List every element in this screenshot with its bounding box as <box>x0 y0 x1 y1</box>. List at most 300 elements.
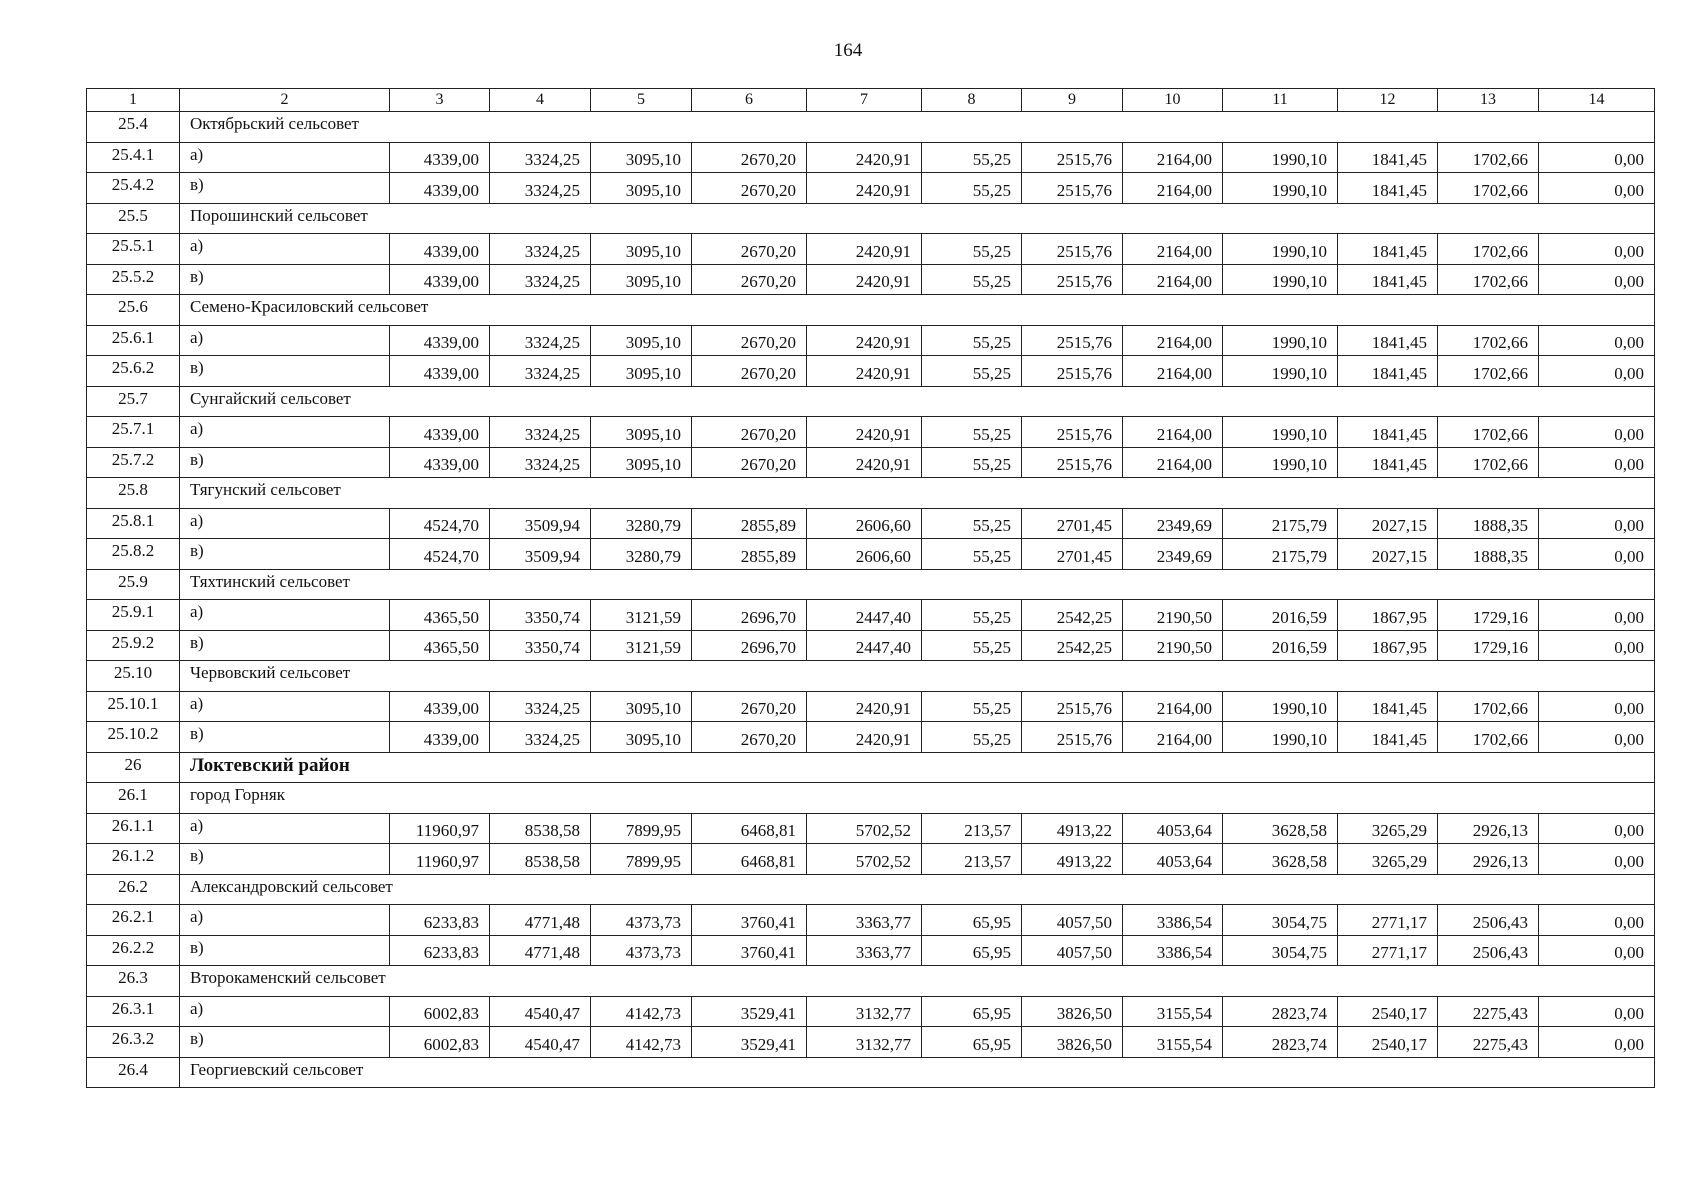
row-code: 26.3.2 <box>87 1027 180 1058</box>
value-cell: 0,00 <box>1539 722 1655 753</box>
row-code: 26.3.1 <box>87 996 180 1027</box>
value-cell: 3509,94 <box>490 508 591 539</box>
row-label: а) <box>180 813 390 844</box>
value-cell: 4339,00 <box>390 234 490 265</box>
row-code: 25.9.2 <box>87 630 180 661</box>
table-row <box>87 935 1655 966</box>
value-cell: 55,25 <box>922 447 1022 478</box>
section-title: Сунгайский сельсовет <box>180 386 1655 417</box>
value-cell: 4339,00 <box>390 447 490 478</box>
value-cell: 4524,70 <box>390 508 490 539</box>
value-cell: 3386,54 <box>1123 935 1223 966</box>
value-cell: 4771,48 <box>490 905 591 936</box>
column-header: 14 <box>1539 89 1655 112</box>
value-cell: 2771,17 <box>1338 935 1438 966</box>
value-cell: 3095,10 <box>591 722 692 753</box>
row-label: а) <box>180 691 390 722</box>
value-cell: 0,00 <box>1539 173 1655 204</box>
value-cell: 1729,16 <box>1438 630 1539 661</box>
value-cell: 2670,20 <box>692 417 807 448</box>
row-code: 25.8 <box>87 478 180 509</box>
value-cell: 1867,95 <box>1338 630 1438 661</box>
value-cell: 3826,50 <box>1022 996 1123 1027</box>
value-cell: 213,57 <box>922 813 1022 844</box>
table-row <box>87 722 1655 753</box>
row-code: 25.10 <box>87 661 180 692</box>
value-cell: 3121,59 <box>591 630 692 661</box>
value-cell: 2016,59 <box>1223 630 1338 661</box>
value-cell: 2190,50 <box>1123 600 1223 631</box>
value-cell: 6233,83 <box>390 905 490 936</box>
value-cell: 2420,91 <box>807 722 922 753</box>
section-title: Тяхтинский сельсовет <box>180 569 1655 600</box>
value-cell: 3155,54 <box>1123 996 1223 1027</box>
value-cell: 3054,75 <box>1223 905 1338 936</box>
value-cell: 0,00 <box>1539 539 1655 570</box>
value-cell: 0,00 <box>1539 844 1655 875</box>
value-cell: 2926,13 <box>1438 844 1539 875</box>
table-row <box>87 905 1655 936</box>
value-cell: 2696,70 <box>692 630 807 661</box>
value-cell: 3095,10 <box>591 142 692 173</box>
row-label: в) <box>180 264 390 295</box>
table-row <box>87 691 1655 722</box>
row-code: 25.6.1 <box>87 325 180 356</box>
value-cell: 2016,59 <box>1223 600 1338 631</box>
value-cell: 55,25 <box>922 539 1022 570</box>
row-code: 25.9 <box>87 569 180 600</box>
value-cell: 0,00 <box>1539 630 1655 661</box>
table-row <box>87 142 1655 173</box>
section-row <box>87 203 1655 234</box>
row-code: 25.4 <box>87 112 180 143</box>
value-cell: 6468,81 <box>692 844 807 875</box>
table-row <box>87 813 1655 844</box>
table-row <box>87 173 1655 204</box>
value-cell: 3324,25 <box>490 173 591 204</box>
row-label: в) <box>180 173 390 204</box>
value-cell: 55,25 <box>922 630 1022 661</box>
row-label: а) <box>180 508 390 539</box>
row-code: 26.1 <box>87 783 180 814</box>
value-cell: 3324,25 <box>490 234 591 265</box>
row-label: а) <box>180 600 390 631</box>
value-cell: 1990,10 <box>1223 325 1338 356</box>
value-cell: 55,25 <box>922 325 1022 356</box>
value-cell: 4365,50 <box>390 630 490 661</box>
row-label: в) <box>180 447 390 478</box>
value-cell: 2670,20 <box>692 356 807 387</box>
value-cell: 3628,58 <box>1223 813 1338 844</box>
value-cell: 1841,45 <box>1338 264 1438 295</box>
value-cell: 2670,20 <box>692 264 807 295</box>
value-cell: 3324,25 <box>490 447 591 478</box>
value-cell: 0,00 <box>1539 356 1655 387</box>
value-cell: 11960,97 <box>390 813 490 844</box>
value-cell: 3324,25 <box>490 325 591 356</box>
value-cell: 55,25 <box>922 722 1022 753</box>
value-cell: 1990,10 <box>1223 142 1338 173</box>
row-label: а) <box>180 417 390 448</box>
section-row <box>87 112 1655 143</box>
value-cell: 2515,76 <box>1022 173 1123 204</box>
value-cell: 1841,45 <box>1338 447 1438 478</box>
header-row <box>87 89 1655 112</box>
value-cell: 3095,10 <box>591 264 692 295</box>
value-cell: 1990,10 <box>1223 417 1338 448</box>
table-row <box>87 264 1655 295</box>
value-cell: 55,25 <box>922 691 1022 722</box>
value-cell: 1702,66 <box>1438 234 1539 265</box>
value-cell: 0,00 <box>1539 813 1655 844</box>
value-cell: 5702,52 <box>807 844 922 875</box>
value-cell: 3509,94 <box>490 539 591 570</box>
row-code: 26.4 <box>87 1057 180 1088</box>
value-cell: 3095,10 <box>591 325 692 356</box>
value-cell: 3324,25 <box>490 142 591 173</box>
value-cell: 2606,60 <box>807 508 922 539</box>
row-code: 25.8.2 <box>87 539 180 570</box>
value-cell: 3324,25 <box>490 417 591 448</box>
row-code: 26 <box>87 752 180 783</box>
value-cell: 55,25 <box>922 173 1022 204</box>
value-cell: 4373,73 <box>591 905 692 936</box>
row-code: 25.5 <box>87 203 180 234</box>
value-cell: 4913,22 <box>1022 813 1123 844</box>
value-cell: 4339,00 <box>390 142 490 173</box>
value-cell: 4339,00 <box>390 691 490 722</box>
value-cell: 1702,66 <box>1438 447 1539 478</box>
table-row <box>87 630 1655 661</box>
value-cell: 0,00 <box>1539 264 1655 295</box>
row-label: в) <box>180 722 390 753</box>
value-cell: 55,25 <box>922 356 1022 387</box>
value-cell: 7899,95 <box>591 813 692 844</box>
section-title: Червовский сельсовет <box>180 661 1655 692</box>
row-label: в) <box>180 630 390 661</box>
value-cell: 2542,25 <box>1022 630 1123 661</box>
table-row <box>87 1027 1655 1058</box>
section-title: Георгиевский сельсовет <box>180 1057 1655 1088</box>
value-cell: 4771,48 <box>490 935 591 966</box>
row-code: 25.10.2 <box>87 722 180 753</box>
value-cell: 2420,91 <box>807 142 922 173</box>
value-cell: 2164,00 <box>1123 691 1223 722</box>
column-header: 2 <box>180 89 390 112</box>
value-cell: 4540,47 <box>490 1027 591 1058</box>
section-row <box>87 966 1655 997</box>
value-cell: 3265,29 <box>1338 844 1438 875</box>
value-cell: 1990,10 <box>1223 264 1338 295</box>
section-title: Александровский сельсовет <box>180 874 1655 905</box>
value-cell: 1841,45 <box>1338 173 1438 204</box>
value-cell: 4373,73 <box>591 935 692 966</box>
value-cell: 2540,17 <box>1338 1027 1438 1058</box>
value-cell: 0,00 <box>1539 691 1655 722</box>
value-cell: 3324,25 <box>490 356 591 387</box>
value-cell: 4053,64 <box>1123 813 1223 844</box>
value-cell: 3095,10 <box>591 173 692 204</box>
value-cell: 6233,83 <box>390 935 490 966</box>
section-row <box>87 478 1655 509</box>
table-row <box>87 539 1655 570</box>
value-cell: 1888,35 <box>1438 508 1539 539</box>
table-row <box>87 508 1655 539</box>
value-cell: 4142,73 <box>591 1027 692 1058</box>
value-cell: 3095,10 <box>591 356 692 387</box>
column-header: 8 <box>922 89 1022 112</box>
value-cell: 1702,66 <box>1438 142 1539 173</box>
column-header: 3 <box>390 89 490 112</box>
value-cell: 2420,91 <box>807 447 922 478</box>
value-cell: 3386,54 <box>1123 905 1223 936</box>
value-cell: 2164,00 <box>1123 173 1223 204</box>
value-cell: 3760,41 <box>692 905 807 936</box>
value-cell: 4339,00 <box>390 356 490 387</box>
value-cell: 2515,76 <box>1022 691 1123 722</box>
value-cell: 3324,25 <box>490 722 591 753</box>
value-cell: 55,25 <box>922 417 1022 448</box>
value-cell: 1990,10 <box>1223 447 1338 478</box>
value-cell: 2701,45 <box>1022 508 1123 539</box>
value-cell: 3350,74 <box>490 630 591 661</box>
value-cell: 2606,60 <box>807 539 922 570</box>
tariff-table <box>86 88 1655 1088</box>
value-cell: 2027,15 <box>1338 539 1438 570</box>
value-cell: 4053,64 <box>1123 844 1223 875</box>
section-title: Октябрьский сельсовет <box>180 112 1655 143</box>
value-cell: 1990,10 <box>1223 173 1338 204</box>
value-cell: 2823,74 <box>1223 996 1338 1027</box>
column-header: 9 <box>1022 89 1123 112</box>
table-row <box>87 600 1655 631</box>
value-cell: 2420,91 <box>807 264 922 295</box>
value-cell: 65,95 <box>922 905 1022 936</box>
value-cell: 55,25 <box>922 264 1022 295</box>
row-label: а) <box>180 996 390 1027</box>
value-cell: 2506,43 <box>1438 935 1539 966</box>
column-header: 12 <box>1338 89 1438 112</box>
column-header: 11 <box>1223 89 1338 112</box>
value-cell: 2420,91 <box>807 234 922 265</box>
section-row <box>87 661 1655 692</box>
row-label: в) <box>180 1027 390 1058</box>
value-cell: 4339,00 <box>390 173 490 204</box>
section-row <box>87 752 1655 783</box>
value-cell: 3826,50 <box>1022 1027 1123 1058</box>
value-cell: 1702,66 <box>1438 691 1539 722</box>
value-cell: 1702,66 <box>1438 325 1539 356</box>
value-cell: 2701,45 <box>1022 539 1123 570</box>
value-cell: 3054,75 <box>1223 935 1338 966</box>
value-cell: 2506,43 <box>1438 905 1539 936</box>
value-cell: 2670,20 <box>692 447 807 478</box>
section-title: Локтевский район <box>180 752 1655 783</box>
value-cell: 6002,83 <box>390 1027 490 1058</box>
value-cell: 0,00 <box>1539 935 1655 966</box>
value-cell: 2164,00 <box>1123 447 1223 478</box>
column-header: 7 <box>807 89 922 112</box>
row-code: 25.9.1 <box>87 600 180 631</box>
value-cell: 3363,77 <box>807 935 922 966</box>
value-cell: 2855,89 <box>692 539 807 570</box>
value-cell: 4540,47 <box>490 996 591 1027</box>
value-cell: 2164,00 <box>1123 417 1223 448</box>
value-cell: 213,57 <box>922 844 1022 875</box>
value-cell: 3095,10 <box>591 691 692 722</box>
value-cell: 1702,66 <box>1438 356 1539 387</box>
value-cell: 2175,79 <box>1223 539 1338 570</box>
value-cell: 4339,00 <box>390 325 490 356</box>
row-code: 25.7 <box>87 386 180 417</box>
value-cell: 2515,76 <box>1022 234 1123 265</box>
row-label: в) <box>180 844 390 875</box>
section-title: Порошинский сельсовет <box>180 203 1655 234</box>
value-cell: 3132,77 <box>807 996 922 1027</box>
value-cell: 2164,00 <box>1123 325 1223 356</box>
value-cell: 1841,45 <box>1338 722 1438 753</box>
table-row <box>87 325 1655 356</box>
row-code: 26.1.1 <box>87 813 180 844</box>
value-cell: 2515,76 <box>1022 447 1123 478</box>
section-row <box>87 386 1655 417</box>
value-cell: 2175,79 <box>1223 508 1338 539</box>
value-cell: 1841,45 <box>1338 325 1438 356</box>
row-code: 26.3 <box>87 966 180 997</box>
value-cell: 2771,17 <box>1338 905 1438 936</box>
value-cell: 2164,00 <box>1123 264 1223 295</box>
value-cell: 0,00 <box>1539 417 1655 448</box>
value-cell: 6468,81 <box>692 813 807 844</box>
section-row <box>87 295 1655 326</box>
value-cell: 55,25 <box>922 600 1022 631</box>
column-header: 1 <box>87 89 180 112</box>
row-code: 25.5.2 <box>87 264 180 295</box>
value-cell: 4339,00 <box>390 264 490 295</box>
value-cell: 3280,79 <box>591 508 692 539</box>
table-row <box>87 417 1655 448</box>
section-row <box>87 783 1655 814</box>
row-label: в) <box>180 356 390 387</box>
value-cell: 2823,74 <box>1223 1027 1338 1058</box>
table-row <box>87 234 1655 265</box>
value-cell: 0,00 <box>1539 1027 1655 1058</box>
value-cell: 1702,66 <box>1438 417 1539 448</box>
value-cell: 65,95 <box>922 996 1022 1027</box>
value-cell: 0,00 <box>1539 325 1655 356</box>
row-code: 25.6 <box>87 295 180 326</box>
value-cell: 0,00 <box>1539 905 1655 936</box>
value-cell: 0,00 <box>1539 600 1655 631</box>
value-cell: 0,00 <box>1539 996 1655 1027</box>
column-header: 13 <box>1438 89 1539 112</box>
value-cell: 2349,69 <box>1123 539 1223 570</box>
table-row <box>87 356 1655 387</box>
value-cell: 4365,50 <box>390 600 490 631</box>
value-cell: 3095,10 <box>591 234 692 265</box>
row-label: в) <box>180 539 390 570</box>
value-cell: 2670,20 <box>692 722 807 753</box>
value-cell: 0,00 <box>1539 234 1655 265</box>
value-cell: 3760,41 <box>692 935 807 966</box>
value-cell: 3529,41 <box>692 1027 807 1058</box>
column-header: 6 <box>692 89 807 112</box>
value-cell: 1990,10 <box>1223 691 1338 722</box>
value-cell: 3628,58 <box>1223 844 1338 875</box>
value-cell: 2855,89 <box>692 508 807 539</box>
section-row <box>87 569 1655 600</box>
value-cell: 1729,16 <box>1438 600 1539 631</box>
value-cell: 2164,00 <box>1123 722 1223 753</box>
value-cell: 3350,74 <box>490 600 591 631</box>
value-cell: 7899,95 <box>591 844 692 875</box>
value-cell: 55,25 <box>922 508 1022 539</box>
value-cell: 3121,59 <box>591 600 692 631</box>
row-code: 26.2.2 <box>87 935 180 966</box>
value-cell: 1702,66 <box>1438 264 1539 295</box>
value-cell: 11960,97 <box>390 844 490 875</box>
row-code: 25.5.1 <box>87 234 180 265</box>
value-cell: 2164,00 <box>1123 234 1223 265</box>
section-title: город Горняк <box>180 783 1655 814</box>
value-cell: 0,00 <box>1539 142 1655 173</box>
value-cell: 1990,10 <box>1223 356 1338 387</box>
value-cell: 1841,45 <box>1338 234 1438 265</box>
row-code: 25.8.1 <box>87 508 180 539</box>
value-cell: 3095,10 <box>591 447 692 478</box>
column-header: 5 <box>591 89 692 112</box>
value-cell: 2670,20 <box>692 691 807 722</box>
column-header: 10 <box>1123 89 1223 112</box>
value-cell: 1702,66 <box>1438 173 1539 204</box>
value-cell: 65,95 <box>922 1027 1022 1058</box>
value-cell: 2349,69 <box>1123 508 1223 539</box>
table-row <box>87 447 1655 478</box>
table-row <box>87 996 1655 1027</box>
row-code: 25.7.1 <box>87 417 180 448</box>
value-cell: 4057,50 <box>1022 935 1123 966</box>
value-cell: 3529,41 <box>692 996 807 1027</box>
row-label: в) <box>180 935 390 966</box>
value-cell: 2670,20 <box>692 325 807 356</box>
table-row <box>87 844 1655 875</box>
section-title: Тягунский сельсовет <box>180 478 1655 509</box>
row-code: 26.1.2 <box>87 844 180 875</box>
value-cell: 3363,77 <box>807 905 922 936</box>
value-cell: 8538,58 <box>490 813 591 844</box>
value-cell: 1841,45 <box>1338 142 1438 173</box>
value-cell: 2164,00 <box>1123 356 1223 387</box>
value-cell: 1867,95 <box>1338 600 1438 631</box>
value-cell: 2027,15 <box>1338 508 1438 539</box>
value-cell: 3324,25 <box>490 691 591 722</box>
value-cell: 4057,50 <box>1022 905 1123 936</box>
value-cell: 2447,40 <box>807 630 922 661</box>
value-cell: 1990,10 <box>1223 722 1338 753</box>
row-label: а) <box>180 234 390 265</box>
value-cell: 2515,76 <box>1022 325 1123 356</box>
value-cell: 1702,66 <box>1438 722 1539 753</box>
value-cell: 0,00 <box>1539 508 1655 539</box>
value-cell: 2670,20 <box>692 234 807 265</box>
value-cell: 2670,20 <box>692 142 807 173</box>
value-cell: 2542,25 <box>1022 600 1123 631</box>
value-cell: 2420,91 <box>807 417 922 448</box>
row-code: 26.2.1 <box>87 905 180 936</box>
value-cell: 4339,00 <box>390 417 490 448</box>
value-cell: 2420,91 <box>807 356 922 387</box>
section-title: Второкаменский сельсовет <box>180 966 1655 997</box>
